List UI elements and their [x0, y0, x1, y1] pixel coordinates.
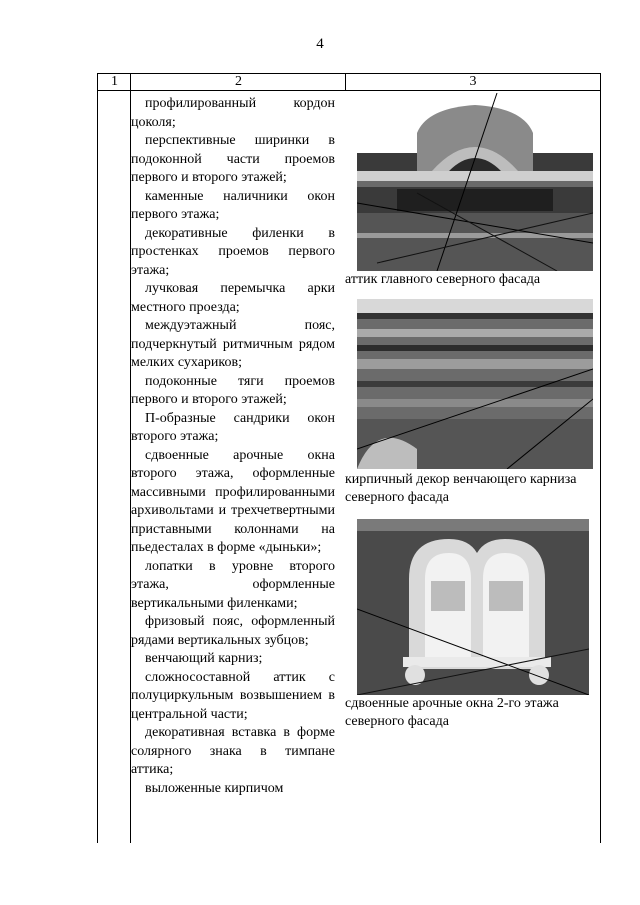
list-item: лопатки в уровне второго этажа, оформленные вертикальными филенками;	[131, 558, 335, 611]
list-item: перспективные ширинки в подоконной части проемов первого и второго этажей;	[131, 133, 335, 185]
list-item: венчающий карниз;	[145, 651, 263, 666]
list-item: декоративные филенки в простенках проемов первого этажа;	[131, 225, 335, 278]
list-item: П-образные сандрики окон второго этажа;	[131, 410, 335, 444]
attic-photo	[357, 93, 593, 271]
header-cell-2: 2	[235, 74, 242, 89]
list-item: сдвоенные арочные окна второго этажа, оформленные массивными профилированными архивольтами и трехчетвертными приставными колоннами на пьедесталах в форме «дыньки»;	[131, 447, 335, 555]
column-divider-2	[345, 73, 346, 91]
table-header-row	[97, 73, 601, 91]
page-number: 4	[316, 36, 324, 52]
caption-windows: сдвоенные арочные окна 2-го этажа северного фасада	[345, 696, 559, 729]
list-item: сложносоставной аттик с полуциркульным возвышением в центральной части;	[131, 669, 335, 722]
list-item: каменные наличники окон первого этажа;	[131, 188, 335, 222]
list-item: профилированный кордон цоколя;	[131, 96, 335, 130]
description-table	[97, 73, 601, 843]
list-item: выложенные кирпичом	[145, 780, 284, 796]
list-item: подоконные тяги проемов первого и второго этажей;	[131, 373, 335, 407]
list-item: декоративная вставка в форме солярного знака в тимпане аттика;	[131, 725, 335, 777]
elements-list	[131, 95, 335, 798]
windows-photo	[357, 519, 589, 695]
header-cell-3: 3	[469, 74, 477, 89]
header-cell-1: 1	[111, 74, 118, 89]
cornice-photo	[357, 299, 593, 469]
list-item: лучковая перемычка арки местного проезда;	[131, 281, 335, 315]
caption-attic: аттик главного северного фасада	[345, 272, 541, 287]
list-item: фризовый пояс, оформленный рядами вертикальных зубцов;	[131, 614, 335, 648]
list-item: междуэтажный пояс, подчеркнутый ритмичным рядом мелких сухариков;	[131, 318, 335, 370]
caption-cornice: кирпичный декор венчающего карниза северного фасада	[345, 472, 577, 505]
